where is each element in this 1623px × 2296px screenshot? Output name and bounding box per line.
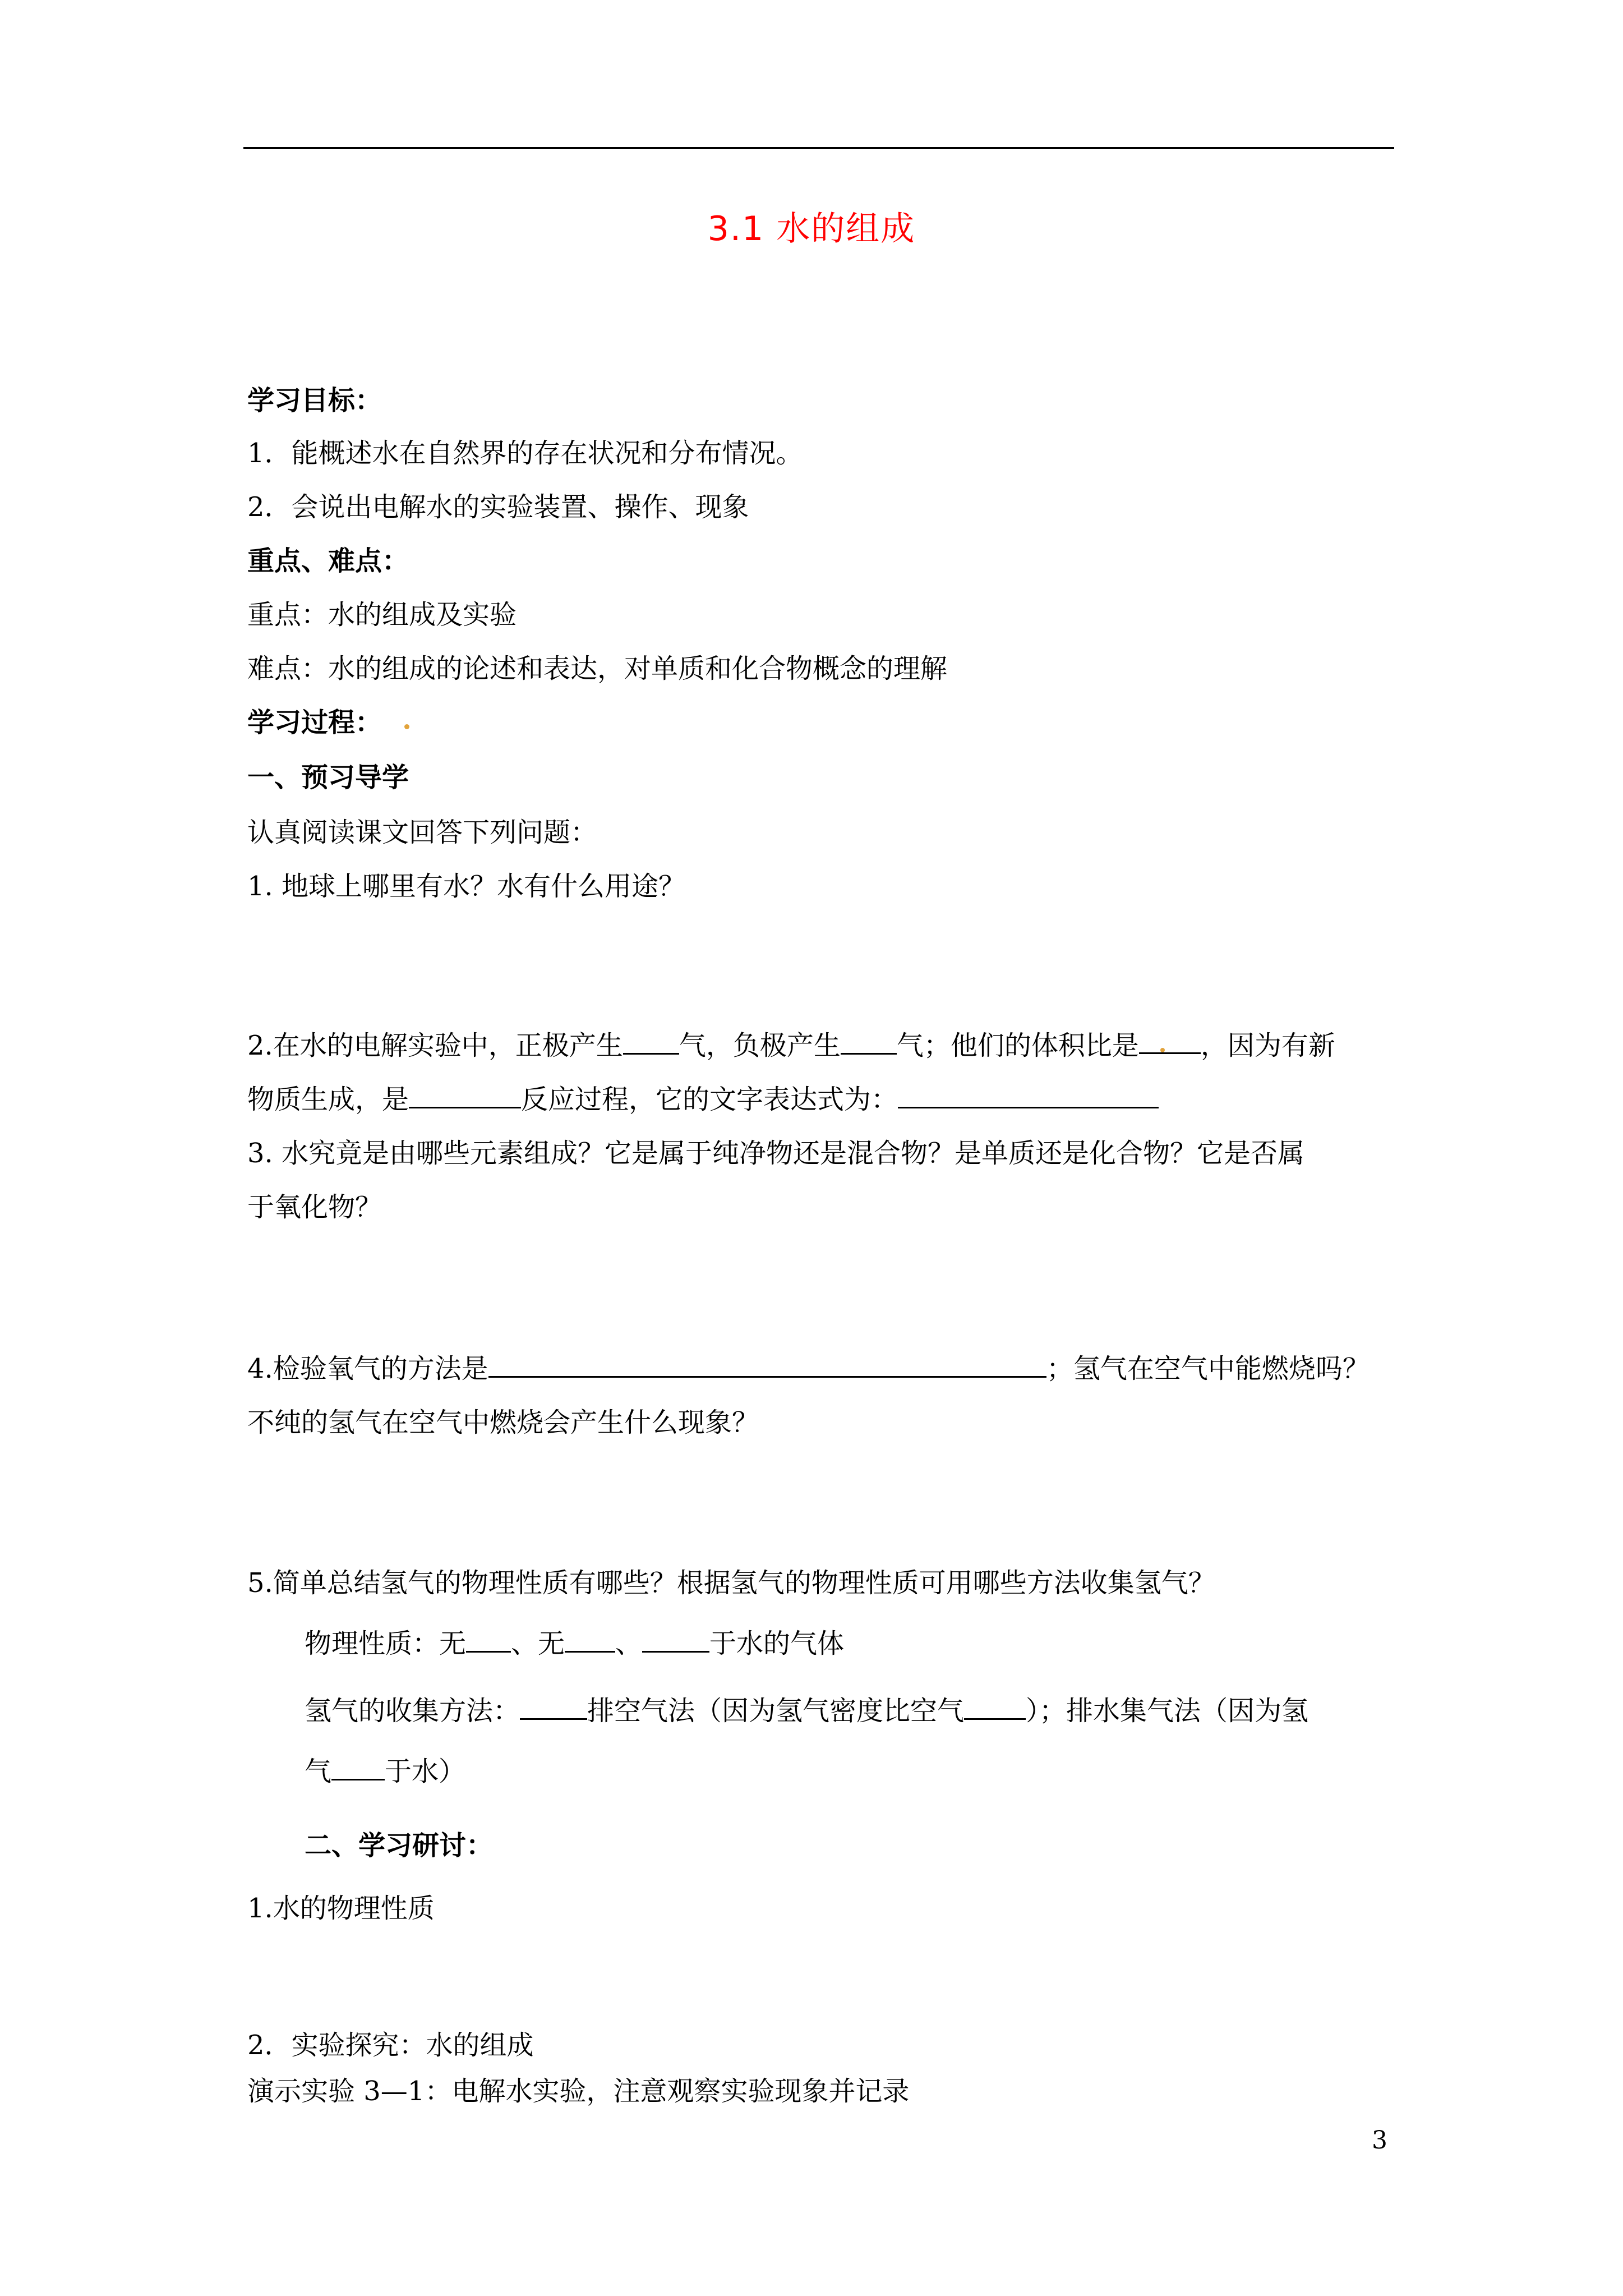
q5-c5: 于水）: [385, 1756, 466, 1787]
question-3-line-2: 于氧化物？: [247, 1191, 382, 1223]
q5-p4: 于水的气体: [709, 1628, 845, 1659]
section1-heading: 一、预习导学: [247, 762, 409, 793]
q2-text-c: 气；他们的体积比是: [896, 1030, 1139, 1061]
q2-text-d: ，因为有新: [1200, 1030, 1335, 1061]
dot-mark: [404, 724, 409, 729]
question-3-line-1: 3. 水究竟是由哪些元素组成？它是属于纯净物还是混合物？是单质还是化合物？它是否属: [247, 1138, 1305, 1169]
question-4-line-2: 不纯的氢气在空气中燃烧会产生什么现象？: [247, 1407, 759, 1438]
question-2-line-2: [247, 1082, 1159, 1117]
difficulty-point: 难点：水的组成的论述和表达，对单质和化合物概念的理解: [247, 653, 948, 684]
q5-p3: 、: [615, 1628, 643, 1659]
question-5: 5.简单总结氢气的物理性质有哪些？根据氢气的物理性质可用哪些方法收集氢气？: [247, 1567, 1215, 1599]
collection-method-line-2: [305, 1754, 465, 1789]
q4-text-b: ；氢气在空气中能燃烧吗？: [1046, 1353, 1370, 1384]
q4-text-a: 4.检验氧气的方法是: [247, 1353, 488, 1384]
page-number: 3: [1372, 2126, 1387, 2155]
color-blank[interactable]: [466, 1626, 511, 1653]
objective-1: 1．能概述水在自然界的存在状况和分布情况。: [247, 438, 803, 469]
negative-gas-blank[interactable]: [841, 1028, 897, 1055]
q5-p1: 物理性质：无: [305, 1628, 467, 1659]
section2-item-2: 2．实验探究：水的组成: [247, 2030, 534, 2061]
section2-item-1: 1.水的物理性质: [247, 1893, 435, 1924]
positive-gas-blank[interactable]: [623, 1028, 679, 1055]
word-equation-blank[interactable]: [898, 1082, 1159, 1108]
q5-c4: 气: [305, 1756, 332, 1787]
volume-ratio-blank[interactable]: [1139, 1028, 1201, 1054]
q5-c2: 排空气法（因为氢气密度比空气: [587, 1695, 965, 1727]
demo-experiment: 演示实验 3—1：电解水实验，注意观察实验现象并记录: [247, 2076, 910, 2107]
q5-c3: ）；排水集气法（因为氢: [1026, 1695, 1309, 1727]
objective-2: 2．会说出电解水的实验装置、操作、现象: [247, 491, 749, 523]
q2-text-b: 气，负极产生: [679, 1030, 841, 1061]
question-2-line-1: [247, 1028, 1335, 1064]
dot-mark: [1160, 1048, 1165, 1052]
odor-blank[interactable]: [565, 1626, 615, 1653]
question-1: 1. 地球上哪里有水？水有什么用途？: [247, 871, 686, 902]
reaction-type-blank[interactable]: [409, 1082, 521, 1108]
density-blank[interactable]: [964, 1694, 1026, 1720]
air-method-blank[interactable]: [520, 1694, 587, 1720]
q2-text-a: 2.在水的电解实验中，正极产生: [247, 1030, 623, 1061]
page-title: 3.1 水的组成: [707, 209, 916, 249]
process-heading-line: [247, 705, 409, 740]
section1-intro: 认真阅读课文回答下列问题：: [247, 817, 598, 848]
oxygen-test-blank[interactable]: [488, 1351, 1046, 1378]
question-4-line-1: [247, 1351, 1370, 1387]
process-heading: 学习过程：: [247, 707, 382, 738]
collection-method-line-1: [305, 1693, 1308, 1729]
physical-properties-line: [305, 1626, 844, 1662]
section2-heading: 二、学习研讨：: [305, 1830, 494, 1861]
objectives-heading: 学习目标：: [247, 385, 382, 416]
q5-p2: 、无: [511, 1628, 565, 1659]
water-solubility-blank[interactable]: [331, 1754, 385, 1780]
key-point: 重点：水的组成及实验: [247, 599, 517, 631]
key-points-heading: 重点、难点：: [247, 545, 409, 577]
q2-text-f: 反应过程，它的文字表达式为：: [521, 1084, 898, 1115]
header-rule: [243, 147, 1394, 149]
solubility-blank[interactable]: [642, 1626, 709, 1653]
q2-text-e: 物质生成，是: [247, 1084, 409, 1115]
q5-c1: 氢气的收集方法：: [305, 1695, 520, 1727]
